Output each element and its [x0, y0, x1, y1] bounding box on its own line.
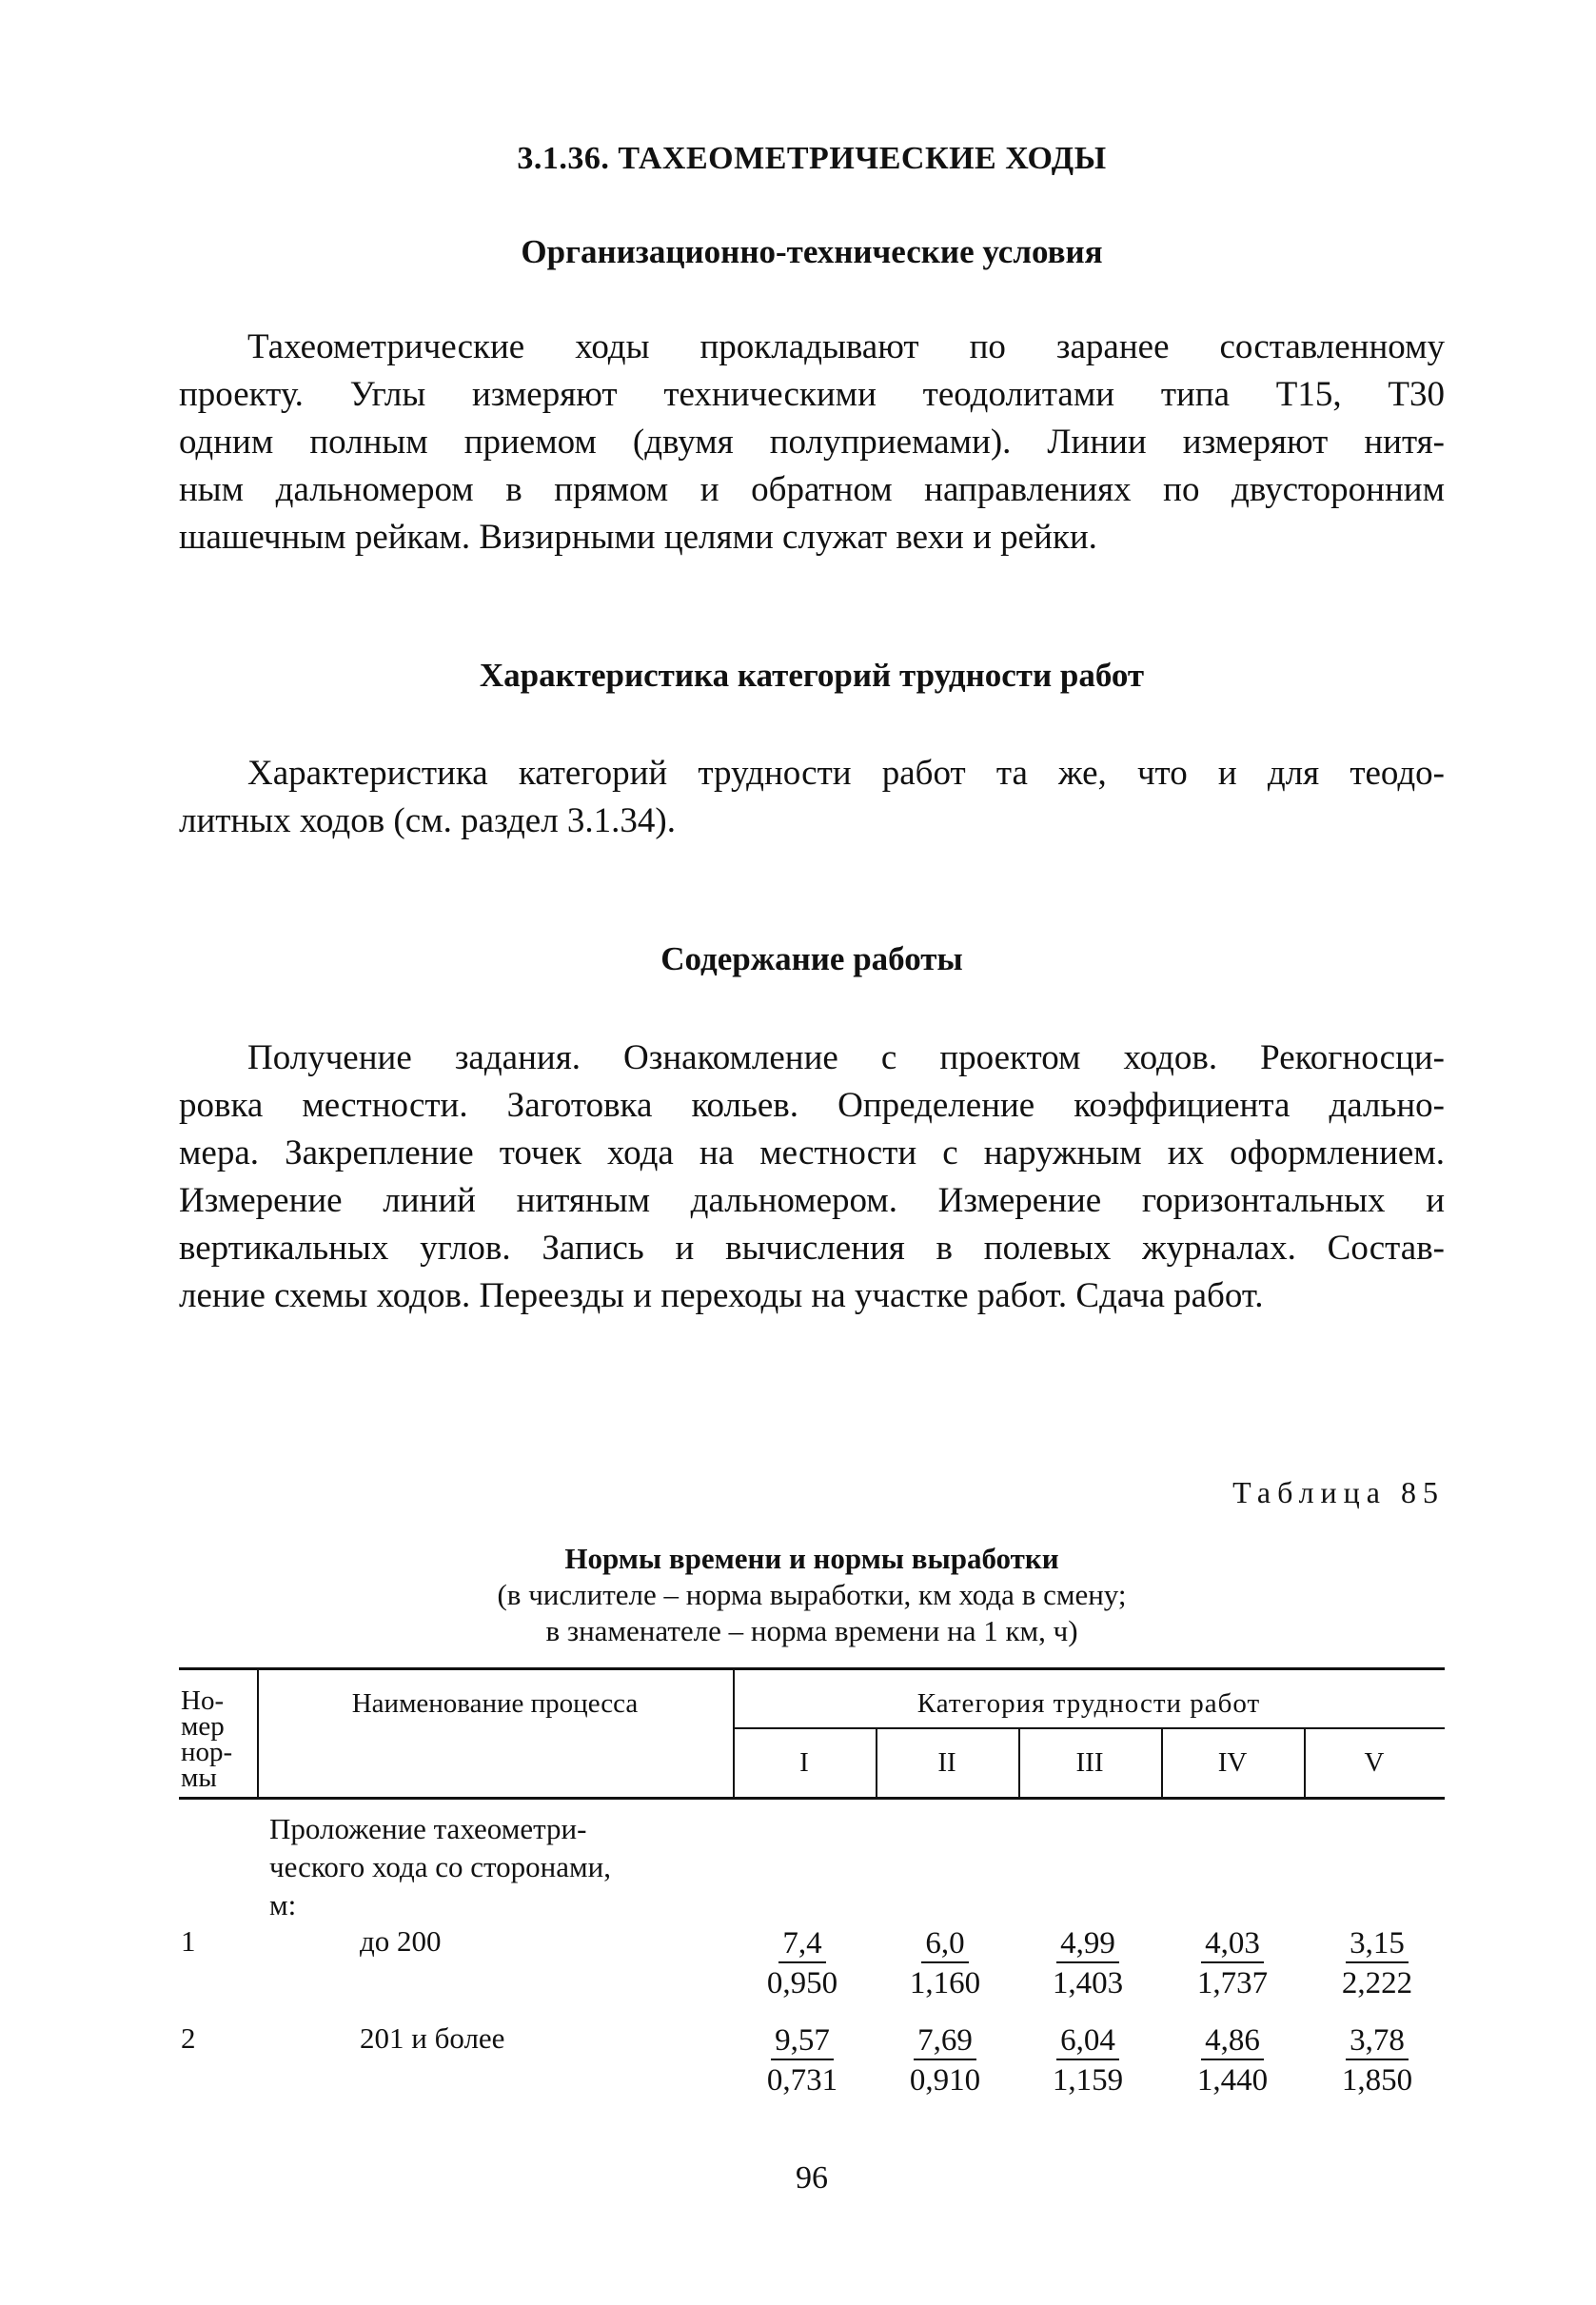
column-header-number: Но- мер нор- мы	[181, 1685, 233, 1793]
table-top-rule	[179, 1667, 1445, 1670]
paragraph-line: проекту. Углы измеряют техническими теодолитами типа Т15, Т30	[179, 375, 1445, 414]
table-subtitle: (в числителе – норма выработки, км хода в смену;	[497, 1578, 1127, 1611]
categories-heading: Характеристика категорий трудности работ	[479, 657, 1145, 694]
paragraph-line: ровка местности. Заготовка кольев. Определение коэффициента дально-	[179, 1086, 1445, 1125]
paragraph-line: шашечным рейкам. Визирными целями служат вехи и рейки.	[179, 518, 1097, 557]
page-number: 96	[796, 2160, 828, 2196]
paragraph-line: ление схемы ходов. Переезды и переходы на участке работ. Сдача работ.	[179, 1276, 1264, 1315]
paragraph-line: Измерение линий нитяным дальномером. Измерение горизонтальных и	[179, 1181, 1445, 1220]
category-header: V	[1364, 1747, 1385, 1778]
conditions-paragraph	[179, 324, 1445, 561]
category-header: IV	[1217, 1747, 1248, 1778]
row-number: 1	[181, 1924, 196, 1958]
norm-value: 9,57 0,731	[766, 2023, 838, 2098]
column-header-category: Категория трудности работ	[916, 1688, 1261, 1719]
row-process-name: 201 и более	[360, 2021, 505, 2055]
norm-value: 4,03 1,737	[1196, 1926, 1269, 2000]
categories-paragraph	[179, 750, 1445, 845]
paragraph-line: ным дальномером в прямом и обратном направлениях по двусторонним	[179, 470, 1445, 509]
process-group-label: Проложение тахеометри- ческого хода со сторонами, м:	[269, 1812, 611, 1921]
table-subtitle: в знаменателе – норма времени на 1 км, ч)	[545, 1614, 1078, 1647]
paragraph-line: литных ходов (см. раздел 3.1.34).	[179, 801, 676, 840]
category-header: I	[799, 1747, 809, 1778]
content-paragraph	[179, 1034, 1445, 1320]
paragraph-line: вертикальных углов. Запись и вычисления в полевых журналах. Состав-	[179, 1229, 1445, 1268]
norm-value: 7,69 0,910	[909, 2023, 981, 2098]
paragraph-line: Получение задания. Ознакомление с проектом ходов. Рекогносци-	[247, 1038, 1445, 1077]
row-number: 2	[181, 2021, 196, 2055]
norm-value: 7,4 0,950	[766, 1926, 838, 2000]
category-header: II	[937, 1747, 956, 1778]
document-page	[179, 0, 1445, 2305]
norm-value: 3,15 2,222	[1341, 1926, 1413, 2000]
table-label: Таблица 85	[1232, 1475, 1445, 1509]
column-divider	[733, 1667, 735, 1798]
column-header-process: Наименование процесса	[351, 1688, 639, 1719]
paragraph-line: Характеристика категорий трудности работ та же, что и для теодо-	[247, 754, 1445, 793]
row-process-name: до 200	[360, 1924, 442, 1958]
norm-value: 6,04 1,159	[1052, 2023, 1124, 2098]
norm-value: 6,0 1,160	[909, 1926, 981, 2000]
paragraph-line: одним полным приемом (двумя полуприемами). Линии измеряют нитя-	[179, 423, 1445, 462]
column-divider	[257, 1667, 259, 1798]
category-header: III	[1075, 1747, 1104, 1778]
section-heading: 3.1.36. ТАХЕОМЕТРИЧЕСКИЕ ХОДЫ	[517, 141, 1107, 176]
content-heading: Содержание работы	[660, 940, 963, 977]
conditions-heading: Организационно-технические условия	[521, 233, 1103, 270]
table-title: Нормы времени и нормы выработки	[564, 1542, 1059, 1575]
norm-value: 3,78 1,850	[1341, 2023, 1413, 2098]
paragraph-line: Тахеометрические ходы прокладывают по заранее составленному	[247, 327, 1445, 366]
category-header-rule	[733, 1727, 1445, 1729]
norm-value: 4,86 1,440	[1196, 2023, 1269, 2098]
norm-value: 4,99 1,403	[1052, 1926, 1124, 2000]
table-header-rule	[179, 1797, 1445, 1800]
paragraph-line: мера. Закрепление точек хода на местности с наружным их оформлением.	[179, 1133, 1445, 1172]
